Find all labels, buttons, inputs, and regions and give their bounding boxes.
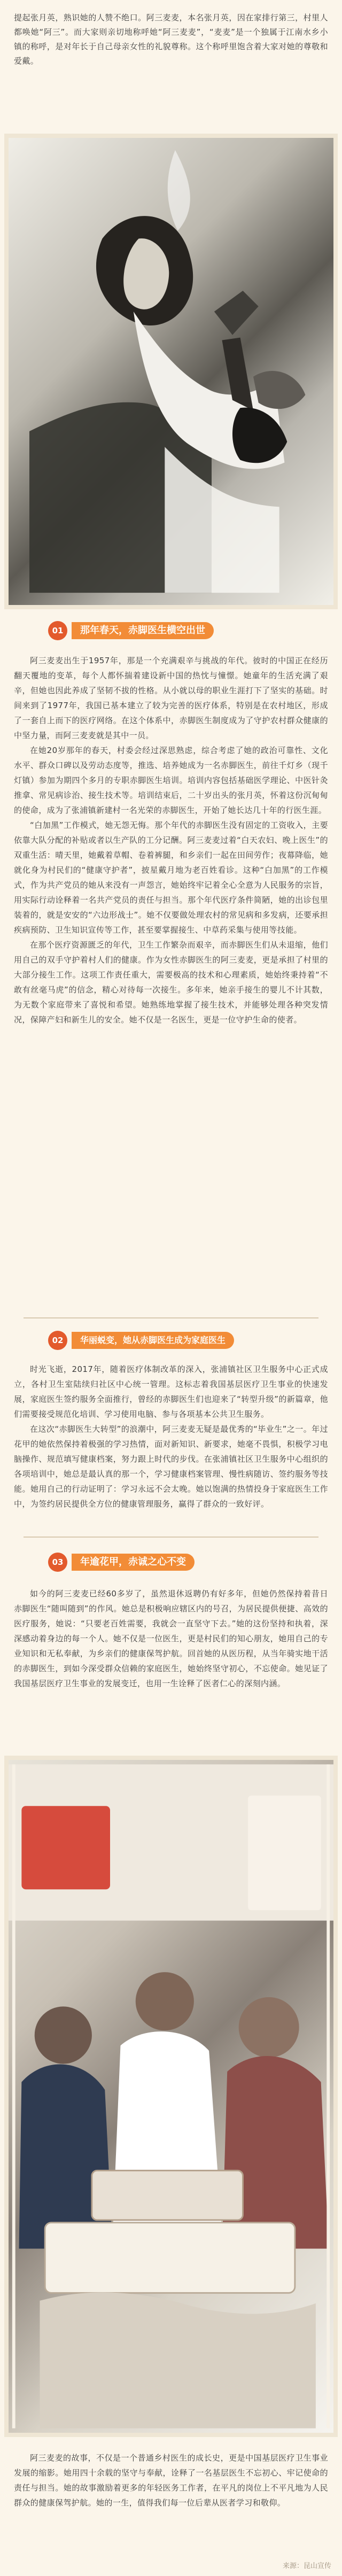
section-title: 华丽蜕变，她从赤脚医生成为家庭医生	[72, 1332, 234, 1349]
section-heading-03	[48, 1553, 294, 1572]
paragraph: 阿三麦麦的故事，不仅是一个普通乡村医生的成长史，更是中国基层医疗卫生事业发展的缩影。她用四十余载的坚守与奉献，诠释了一名基层医生不忘初心、牢记使命的责任与担当。她的故事激励着更多的年轻医务工作者，在平凡的岗位上不平凡地为人民群众的健康保驾护航。她的一生，值得我们每一位后辈从医者学习和敬仰。	[14, 2453, 328, 2508]
section-title: 那年春天，赤脚医生横空出世	[72, 622, 214, 639]
community-service-illustration	[9, 1760, 333, 2433]
source-footer: 来源：昆山宣传	[282, 2562, 331, 2570]
paragraph: 在她20岁那年的春天，村委会经过深思熟虑，综合考虑了她的政治可靠性、文化水平、群众口碑以及劳动态度等，推选、培养她成为一名赤脚医生，前往千灯乡（现千灯镇）参加为期四个多月的专职赤脚医生培训。培训内容包括基础医学理论、中医针灸推拿、常见病诊治、接生技术等。培训结束后，二十岁出头的张月英，怀着这份沉甸甸的使命，成为了张浦镇新建村一名光荣的赤脚医生，开始了她长达几十年的行医生涯。	[14, 746, 328, 815]
section-title: 年逾花甲，赤诚之心不变	[72, 1554, 195, 1571]
community-service-photo	[4, 1756, 338, 2437]
historical-photo-illustration	[9, 138, 333, 605]
section-number: 03	[48, 1553, 67, 1572]
paragraph: 如今的阿三麦麦已经60多岁了，虽然退休返聘仍有好多年，但她仍然保持着昔日赤脚医生“随叫随到”的作风。她总是积极响应辖区内的号召，为居民提供便捷、高效的医疗服务，她说：“只要老百姓需要，我就会一直坚守下去。”她的这份坚持和执着，深深感动着身边的每一个人。她不仅是一位医生，更是村民们的知心朋友，她用自己的专业知识和无私奉献，为乡亲们的健康保驾护航。回首她的从医历程，从当年骑实地干活的赤脚医生，到如今深受群众信赖的家庭医生，她始终坚守初心，不忘使命。她见证了我国基层医疗卫生事业的发展变迁，也用一生诠释了医者仁心的深刻内涵。	[14, 1589, 328, 1688]
paragraph: 时光飞逝，2017年，随着医疗体制改革的深入，张浦镇社区卫生服务中心正式成立，各村卫生室陆续归社区中心统一管理。这标志着我国基层医疗卫生事业的快速发展，家庭医生签约服务全面推行，曾经的赤脚医生们也迎来了“转型升级”的新篇章，他们需要接受规范化培训、学习使用电脑、参与各项基本公共卫生服务。	[14, 1364, 328, 1419]
section-number: 02	[48, 1331, 67, 1350]
paragraph: 阿三麦麦出生于1957年，那是一个充满艰辛与挑战的年代。彼时的中国正在经历翻天覆地的变革，每个人都怀揣着建设新中国的热忱与憧憬。她童年的生活充满了艰辛，但她也因此养成了坚韧不拔的性格。从小就以母的职业生涯打下了坚实的基础。时间来到了1977年，我国已基本建立了较为完善的医疗体系，特别是在农村地区，形成了一套自上而下的医疗网络。在这个体系中，赤脚医生制度成为了守护农村群众健康的中坚力量，而阿三麦麦就是其中一员。	[14, 656, 328, 740]
section-divider	[24, 1317, 318, 1318]
closing-text	[14, 2450, 328, 2510]
section-heading-01	[48, 621, 294, 640]
section-body-02	[14, 1362, 328, 1511]
intro-text: 提起张月英，熟识她的人赞不绝口。阿三麦麦，本名张月英，因在家排行第三，村里人都唤她“阿三”。而大家则亲切地称呼她“阿三麦麦”，“麦麦”是一个独属于江南水乡小镇的称呼，是对年长于自己母亲女性的礼貌尊称。这个称呼里饱含着大家对她的尊敬和爱戴。	[14, 13, 328, 66]
section-number: 01	[48, 621, 67, 640]
section-body-01	[14, 653, 328, 1027]
section-body-03	[14, 1586, 328, 1691]
paragraph: “白加黑”工作模式，她无怨无悔。那个年代的赤脚医生没有固定的工资收入，主要依靠大队分配的补贴或者以生产队的工分记酬。阿三麦麦过着“白天农妇、晚上医生”的双重生活：晴天里，她戴着草帽、卷着裤腿，和乡亲们一起在田间劳作；夜幕降临，她就化身为村民们的“健康守护者”，披星戴月地为老百姓看诊。这种“白加黑”的工作模式，作为共产党员的她从来没有一声怨言，她始终牢记着全心全意为人民服务的宗旨，用实际行动诠释着一名共产党员的责任与担当。那个年代医疗条件简陋，她的出诊包里装着的，就是安安的“六边形战士”。她不仅要做处理农村的常见病和多发病，还要承担疾病预防、卫生知识宣传等工作，甚至要掌握接生、中草药采集与使用等技能。	[14, 820, 328, 935]
section-divider	[24, 1537, 318, 1538]
section-heading-02	[48, 1331, 294, 1350]
paragraph: 在这次“赤脚医生大转型”的浪潮中，阿三麦麦无疑是最优秀的“毕业生”之一。年过花甲的她依然保持着极强的学习热情，面对新知识、新要求，她毫不畏惧，积极学习电脑操作、规范填写健康档案，努力跟上时代的步伐。在张浦镇社区卫生服务中心组织的各项培训中，她总是最认真的那一个，学习健康档案管理、慢性病随访、签约服务等技能。她用自己的行动证明了：学习永远不会太晚。她以饱满的热情投身于家庭医生工作中，为签约居民提供全方位的健康管理服务，赢得了群众的一致好评。	[14, 1424, 328, 1509]
historical-photo	[4, 134, 338, 609]
paragraph: 在那个医疗资源匮乏的年代，卫生工作繁杂而艰辛，而赤脚医生们从未退缩，他们用自己的双手守护着村人们的健康。作为女性赤脚医生的阿三麦麦，更是承担了村里的大部分接生工作。这项工作责任重大，需要极高的技术和心理素质，她始终秉持着“不敢有丝毫马虎”的信念，精心对待每一次接生。多年来，她亲手接生的婴儿不计其数，为无数个家庭带来了喜悦和希望。她熟练地掌握了接生技术，并能够处理各种突发情况，保障产妇和新生儿的安全。她不仅是一名医生，更是一位守护生命的使者。	[14, 940, 328, 1025]
